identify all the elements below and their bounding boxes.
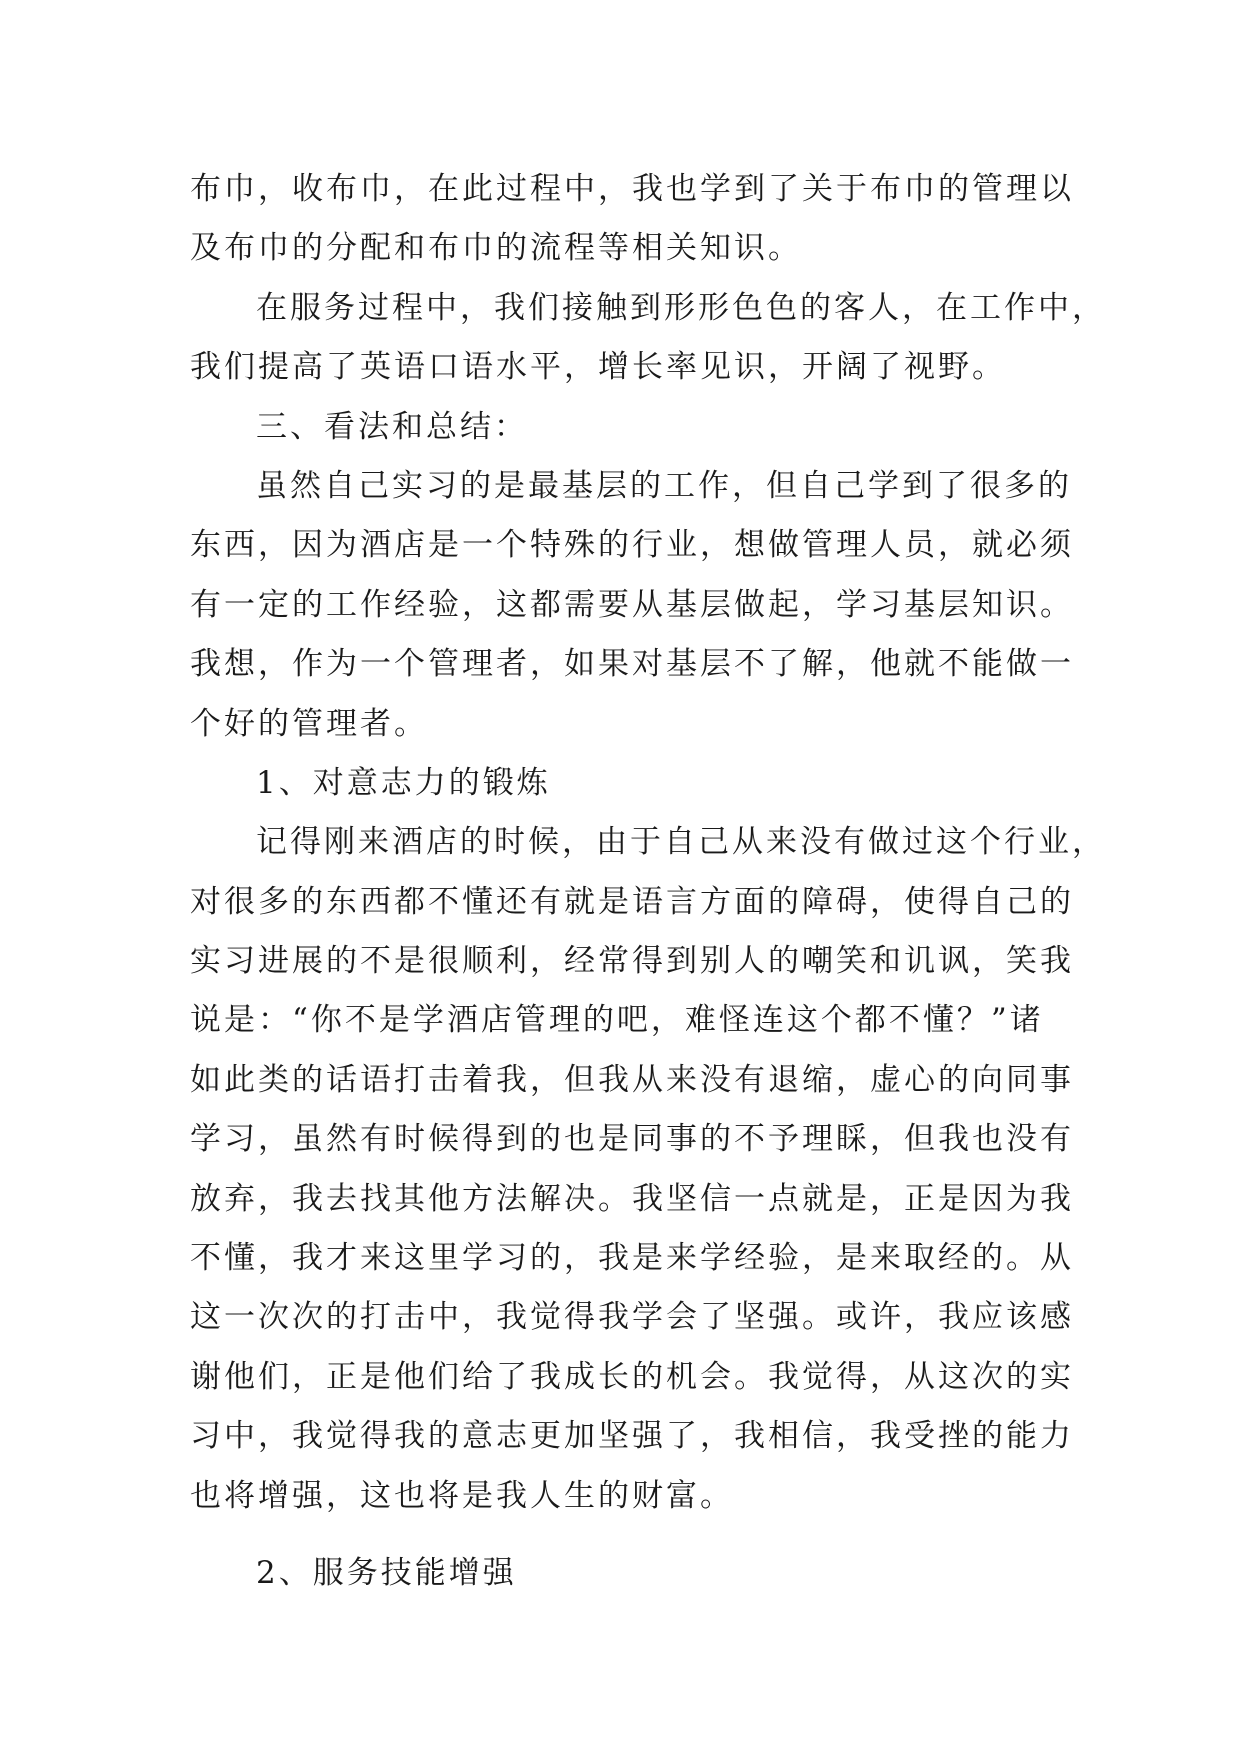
text-line: 我们提高了英语口语水平，增长率见识，开阔了视野。 bbox=[190, 349, 1006, 386]
text-line: 学习，虽然有时候得到的也是同事的不予理睬，但我也没有 bbox=[190, 1121, 1074, 1158]
section-heading: 三、看法和总结： bbox=[256, 408, 528, 445]
text-line: 这一次次的打击中，我觉得我学会了坚强。或许，我应该感 bbox=[190, 1299, 1074, 1336]
text-line: 对很多的东西都不懂还有就是语言方面的障碍，使得自己的 bbox=[190, 883, 1074, 920]
document-body bbox=[190, 160, 1106, 1603]
text-line: 布巾，收布巾，在此过程中，我也学到了关于布巾的管理以 bbox=[190, 171, 1074, 207]
text-line: 说是：“你不是学酒店管理的吧，难怪连这个都不懂？”诸 bbox=[190, 1002, 1044, 1039]
text-line: 个好的管理者。 bbox=[190, 705, 428, 742]
text-line: 我想，作为一个管理者，如果对基层不了解，他就不能做一 bbox=[190, 646, 1074, 683]
text-line: 虽然自己实习的是最基层的工作，但自己学到了很多的 bbox=[256, 467, 1072, 504]
text-line: 在服务过程中，我们接触到形形色色的客人，在工作中， bbox=[256, 289, 1106, 326]
text-line: 放弃，我去找其他方法解决。我坚信一点就是，正是因为我 bbox=[190, 1180, 1074, 1217]
paragraph-gap bbox=[190, 1526, 1060, 1544]
text-line: 实习进展的不是很顺利，经常得到别人的嘲笑和讥讽，笑我 bbox=[190, 943, 1074, 980]
text-line: 也将增强，这也将是我人生的财富。 bbox=[190, 1477, 734, 1514]
text-line: 谢他们，正是他们给了我成长的机会。我觉得，从这次的实 bbox=[190, 1358, 1074, 1395]
text-line: 有一定的工作经验，这都需要从基层做起，学习基层知识。 bbox=[190, 586, 1074, 623]
text-line: 东西，因为酒店是一个特殊的行业，想做管理人员，就必须 bbox=[190, 527, 1074, 564]
text-line: 及布巾的分配和布巾的流程等相关知识。 bbox=[190, 230, 802, 267]
text-line: 如此类的话语打击着我，但我从来没有退缩，虚心的向同事 bbox=[190, 1061, 1074, 1098]
subsection-heading: 2、服务技能增强 bbox=[256, 1554, 517, 1591]
subsection-heading: 1、对意志力的锻炼 bbox=[256, 764, 551, 801]
text-line: 习中，我觉得我的意志更加坚强了，我相信，我受挫的能力 bbox=[190, 1418, 1074, 1455]
text-line: 记得刚来酒店的时候，由于自己从来没有做过这个行业， bbox=[256, 824, 1106, 861]
text-line: 不懂，我才来这里学习的，我是来学经验，是来取经的。从 bbox=[190, 1240, 1074, 1277]
